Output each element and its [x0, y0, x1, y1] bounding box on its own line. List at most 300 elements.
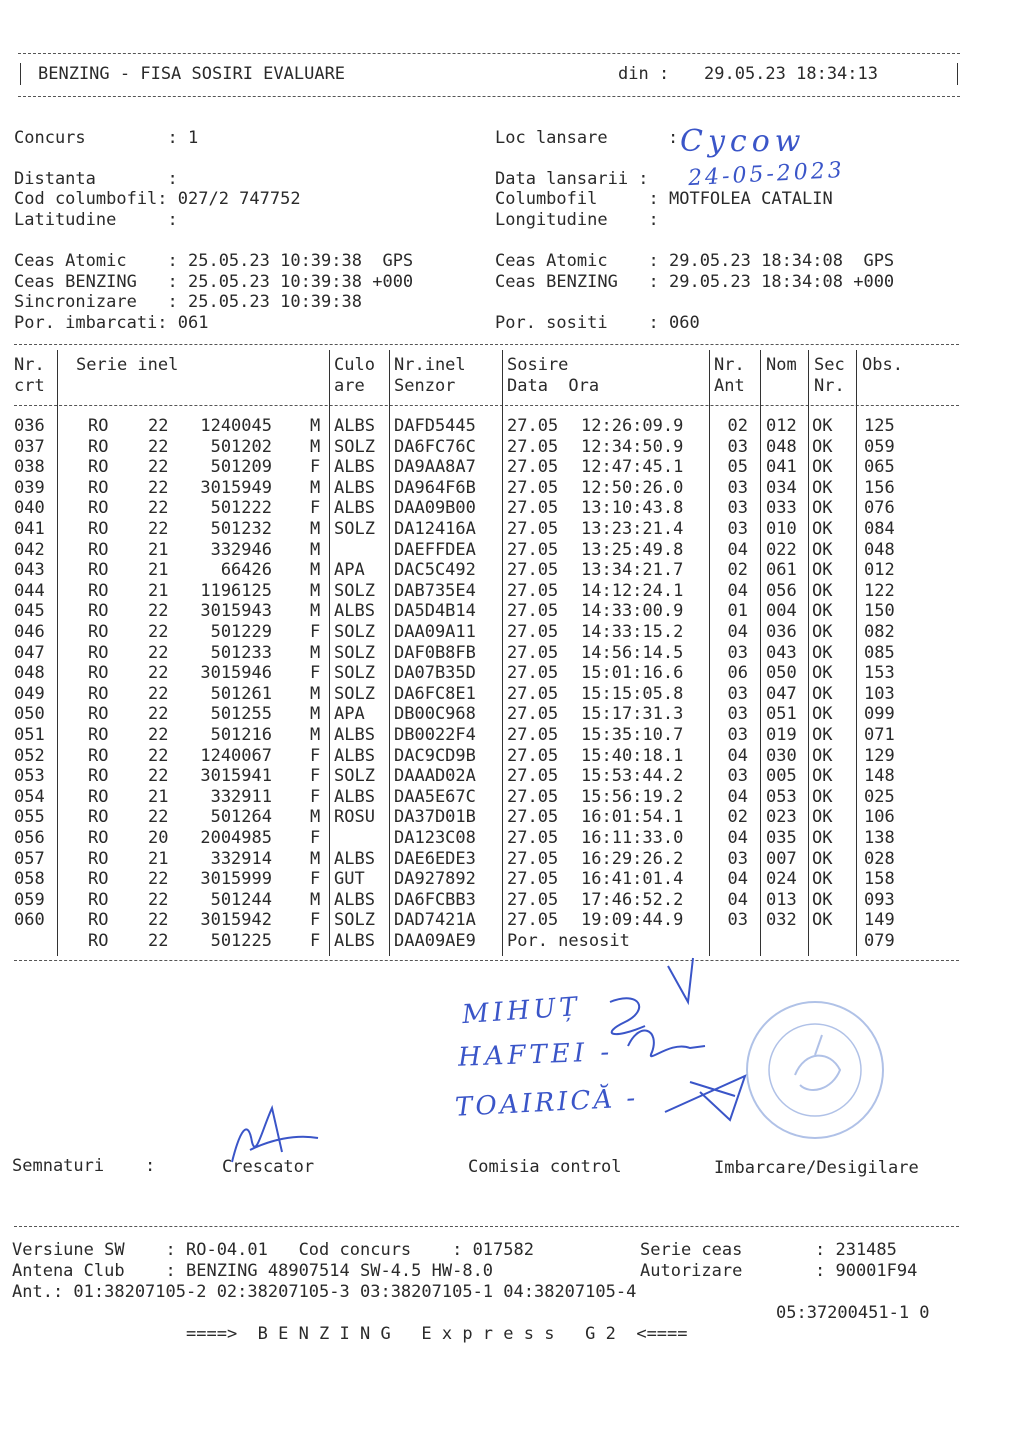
- arrival-time: 15:17:31.3: [581, 704, 684, 725]
- arrival-date: 27.05: [507, 766, 559, 787]
- row-number: 037: [14, 436, 45, 457]
- row-number: 057: [14, 848, 45, 869]
- ring-year: 22: [148, 457, 169, 478]
- antenna-number: 04: [727, 786, 748, 807]
- pigeon-sex: M: [310, 889, 321, 910]
- pigeon-sex: F: [310, 786, 321, 807]
- data-lansarii-label: Data lansarii :: [495, 169, 649, 189]
- pigeon-color: SOLZ: [334, 663, 375, 684]
- ring-country: RO: [88, 477, 109, 498]
- col-header-ant: Ant: [714, 376, 745, 396]
- security-status: OK: [812, 828, 833, 848]
- arrival-date: 27.05: [507, 580, 559, 601]
- comisia-control-label: Comisia control: [468, 1157, 622, 1177]
- arrival-date: 27.05: [507, 807, 559, 828]
- ring-number: 3015941: [200, 766, 272, 787]
- observation: 082: [864, 622, 895, 642]
- sensor-id: DA6FCBB3: [394, 889, 476, 910]
- pigeon-sex: F: [310, 498, 321, 519]
- row-number: 059: [14, 889, 45, 910]
- ring-country: RO: [88, 457, 109, 478]
- nom-number: 041: [766, 457, 797, 478]
- arrival-time: 12:26:09.9: [581, 416, 684, 436]
- ring-number: 1240045: [200, 416, 272, 436]
- ceas-benzing-start: Ceas BENZING : 25.05.23 10:39:38 +000: [14, 272, 414, 292]
- ring-country: RO: [88, 436, 109, 457]
- ring-country: RO: [88, 848, 109, 869]
- ring-year: 22: [148, 477, 169, 498]
- sensor-id: DAC9CD9B: [394, 745, 476, 766]
- arrival-date: 27.05: [507, 519, 559, 539]
- report-datetime: 29.05.23 18:34:13: [704, 64, 878, 84]
- ring-number: 501216: [210, 725, 272, 745]
- ring-year: 21: [148, 580, 169, 601]
- observation: 122: [864, 580, 895, 601]
- ring-year: 21: [148, 539, 169, 560]
- pigeon-color: SOLZ: [334, 766, 375, 787]
- nom-number: 024: [766, 869, 797, 890]
- ring-country: RO: [88, 766, 109, 787]
- ring-number: 501255: [210, 704, 272, 725]
- ring-number: 3015949: [200, 477, 272, 498]
- pigeon-sex: M: [310, 601, 321, 622]
- ring-country: RO: [88, 539, 109, 560]
- antenna-number: 04: [727, 745, 748, 766]
- ring-number: 3015943: [200, 601, 272, 622]
- col-header-senzor: Senzor: [394, 376, 456, 396]
- arrival-date: 27.05: [507, 477, 559, 498]
- security-status: OK: [812, 683, 833, 704]
- pigeon-color: SOLZ: [334, 622, 375, 642]
- loc-lansare-label: Loc lansare: [495, 128, 608, 148]
- observation: 028: [864, 848, 895, 869]
- arrival-time: 13:34:21.7: [581, 560, 684, 581]
- antenna-number: 01: [727, 601, 748, 622]
- autorizare-value: : 90001F94: [815, 1261, 918, 1281]
- pigeon-sex: M: [310, 848, 321, 869]
- row-number: 043: [14, 560, 45, 581]
- sensor-id: DA927892: [394, 869, 476, 890]
- club-stamp: [747, 1002, 883, 1138]
- sensor-id: DAA09AE9: [394, 931, 476, 951]
- arrival-date: 27.05: [507, 745, 559, 766]
- row-number: 048: [14, 663, 45, 684]
- security-status: OK: [812, 601, 833, 622]
- security-status: OK: [812, 725, 833, 745]
- observation: 085: [864, 642, 895, 663]
- loc-lansare-colon: :: [668, 128, 679, 148]
- pigeon-color: GUT: [334, 869, 365, 890]
- ring-year: 21: [148, 848, 169, 869]
- nom-number: 048: [766, 436, 797, 457]
- ring-year: 22: [148, 889, 169, 910]
- nom-number: 005: [766, 766, 797, 787]
- arrival-date: 27.05: [507, 848, 559, 869]
- ring-number: 501222: [210, 498, 272, 519]
- col-header-obs: Obs.: [862, 355, 903, 375]
- security-status: OK: [812, 745, 833, 766]
- arrival-time: 16:11:33.0: [581, 828, 684, 848]
- pigeon-sex: M: [310, 477, 321, 498]
- arrival-date: 27.05: [507, 786, 559, 807]
- pigeon-color: ALBS: [334, 786, 375, 807]
- observation: 071: [864, 725, 895, 745]
- ring-country: RO: [88, 663, 109, 684]
- arrival-time: 16:41:01.4: [581, 869, 684, 890]
- observation: 148: [864, 766, 895, 787]
- observation: 103: [864, 683, 895, 704]
- ring-number: 501202: [210, 436, 272, 457]
- pigeon-color: ALBS: [334, 889, 375, 910]
- arrival-date: 27.05: [507, 601, 559, 622]
- nom-number: 035: [766, 828, 797, 848]
- arrival-date: 27.05: [507, 416, 559, 436]
- col-header-sosire: Sosire: [507, 355, 569, 375]
- nom-number: 043: [766, 642, 797, 663]
- pigeon-color: ALBS: [334, 725, 375, 745]
- arrival-date: 27.05: [507, 683, 559, 704]
- ceas-atomic-end: Ceas Atomic : 29.05.23 18:34:08 GPS: [495, 251, 895, 271]
- antenna-number: 02: [727, 560, 748, 581]
- header-left-border: [20, 63, 21, 85]
- sensor-id: DA37D01B: [394, 807, 476, 828]
- arrival-date: 27.05: [507, 642, 559, 663]
- handwritten-name-1: MIHUȚ: [461, 991, 582, 1031]
- sensor-id: DAD7421A: [394, 910, 476, 931]
- pigeon-sex: M: [310, 580, 321, 601]
- ring-country: RO: [88, 601, 109, 622]
- handwritten-name-2: HAFTEI -: [457, 1037, 614, 1073]
- sensor-id: DA12416A: [394, 519, 476, 539]
- security-status: OK: [812, 477, 833, 498]
- antenna-number: 04: [727, 889, 748, 910]
- arrival-time: 14:56:14.5: [581, 642, 684, 663]
- col-header-nr-inel: Nr.inel: [394, 355, 466, 375]
- col-header-are: are: [334, 376, 365, 396]
- arrival-time: 16:29:26.2: [581, 848, 684, 869]
- arrival-time: 15:35:10.7: [581, 725, 684, 745]
- header-bottom-rule: [18, 96, 960, 97]
- observation: 099: [864, 704, 895, 725]
- ring-year: 22: [148, 766, 169, 787]
- antenna-number: 04: [727, 828, 748, 848]
- row-number: 047: [14, 642, 45, 663]
- security-status: OK: [812, 416, 833, 436]
- arrival-time: 15:56:19.2: [581, 786, 684, 807]
- ring-country: RO: [88, 622, 109, 642]
- sincronizare-field: Sincronizare : 25.05.23 10:39:38: [14, 292, 362, 312]
- observation: 138: [864, 828, 895, 848]
- arrival-date: 27.05: [507, 539, 559, 560]
- observation: 059: [864, 436, 895, 457]
- ring-number: 501209: [210, 457, 272, 478]
- sositi-field: Por. sositi : 060: [495, 313, 700, 333]
- arrival-date: 27.05: [507, 663, 559, 684]
- ring-year: 22: [148, 416, 169, 436]
- sensor-id: DA964F6B: [394, 477, 476, 498]
- antenna-number: 03: [727, 725, 748, 745]
- arrival-date: 27.05: [507, 560, 559, 581]
- observation: 065: [864, 457, 895, 478]
- pigeon-color: ALBS: [334, 601, 375, 622]
- pigeon-color: SOLZ: [334, 683, 375, 704]
- arrival-time: 12:50:26.0: [581, 477, 684, 498]
- row-number: 058: [14, 869, 45, 890]
- arrival-date: 27.05: [507, 828, 559, 848]
- ring-number: 501261: [210, 683, 272, 704]
- col-header-serie-inel: Serie inel: [76, 355, 179, 375]
- pigeon-color: APA: [334, 704, 365, 725]
- ring-country: RO: [88, 745, 109, 766]
- antenna-number: 03: [727, 642, 748, 663]
- nom-number: 010: [766, 519, 797, 539]
- arrival-time: 15:40:18.1: [581, 745, 684, 766]
- row-number: 044: [14, 580, 45, 601]
- arrival-time: 16:01:54.1: [581, 807, 684, 828]
- security-status: OK: [812, 580, 833, 601]
- nom-number: 030: [766, 745, 797, 766]
- ring-year: 22: [148, 704, 169, 725]
- pigeon-sex: M: [310, 519, 321, 539]
- arrival-date: 27.05: [507, 889, 559, 910]
- pigeon-color: ALBS: [334, 457, 375, 478]
- ring-year: 22: [148, 622, 169, 642]
- pigeon-sex: F: [310, 457, 321, 478]
- ring-number: 3015942: [200, 910, 272, 931]
- nom-number: 012: [766, 416, 797, 436]
- col-header-nom: Nom: [766, 355, 797, 375]
- col-sep-4: [502, 350, 503, 956]
- signature-mihut: [610, 958, 693, 1034]
- row-number: 054: [14, 786, 45, 807]
- latitudine-field: Latitudine :: [14, 210, 178, 230]
- ring-year: 22: [148, 683, 169, 704]
- nom-number: 019: [766, 725, 797, 745]
- din-label: din :: [618, 64, 670, 84]
- row-number: 040: [14, 498, 45, 519]
- sensor-id: DA6FC8E1: [394, 683, 476, 704]
- arrival-date: 27.05: [507, 457, 559, 478]
- row-number: 045: [14, 601, 45, 622]
- col-sep-3: [389, 350, 390, 956]
- pigeon-sex: F: [310, 766, 321, 787]
- pigeon-color: ALBS: [334, 477, 375, 498]
- nom-number: 034: [766, 477, 797, 498]
- security-status: OK: [812, 869, 833, 890]
- pigeon-color: ALBS: [334, 848, 375, 869]
- pigeon-sex: F: [310, 910, 321, 931]
- security-status: OK: [812, 807, 833, 828]
- arrival-time: 15:01:16.6: [581, 663, 684, 684]
- nom-number: 032: [766, 910, 797, 931]
- security-status: OK: [812, 663, 833, 684]
- pigeon-sex: M: [310, 725, 321, 745]
- observation: 149: [864, 910, 895, 931]
- security-status: OK: [812, 539, 833, 560]
- sensor-id: DB0022F4: [394, 725, 476, 745]
- arrival-time: 14:33:15.2: [581, 622, 684, 642]
- observation: 106: [864, 807, 895, 828]
- security-status: OK: [812, 519, 833, 539]
- pigeon-color: SOLZ: [334, 642, 375, 663]
- pigeon-color: ALBS: [334, 931, 375, 951]
- col-header-nr-ant: Nr.: [714, 355, 745, 375]
- ring-number: 501232: [210, 519, 272, 539]
- nom-number: 036: [766, 622, 797, 642]
- concurs-field: Concurs : 1: [14, 128, 199, 148]
- pigeon-color: SOLZ: [334, 436, 375, 457]
- ring-country: RO: [88, 704, 109, 725]
- sensor-id: DAFD5445: [394, 416, 476, 436]
- row-number: 050: [14, 704, 45, 725]
- handwritten-name-3: TOAIRICĂ -: [454, 1083, 639, 1123]
- ring-country: RO: [88, 786, 109, 807]
- antenna-number: 04: [727, 539, 748, 560]
- semnaturi-label: Semnaturi :: [12, 1156, 156, 1176]
- arrival-time: 14:33:00.9: [581, 601, 684, 622]
- col-header-sec: Sec: [814, 355, 845, 375]
- serie-ceas-value: : 231485: [815, 1240, 897, 1260]
- ring-country: RO: [88, 498, 109, 519]
- nom-number: 050: [766, 663, 797, 684]
- nom-number: 047: [766, 683, 797, 704]
- antenna-number: 03: [727, 519, 748, 539]
- versiune-sw-line: Versiune SW : RO-04.01 Cod concurs : 017582: [12, 1240, 534, 1260]
- observation: 093: [864, 889, 895, 910]
- ring-country: RO: [88, 642, 109, 663]
- nom-number: 053: [766, 786, 797, 807]
- header-right-border: [957, 63, 958, 85]
- ring-year: 22: [148, 519, 169, 539]
- antenna-number: 02: [727, 807, 748, 828]
- arrival-date: 27.05: [507, 869, 559, 890]
- ring-country: RO: [88, 807, 109, 828]
- arrival-time: 17:46:52.2: [581, 889, 684, 910]
- ring-number: 66426: [220, 560, 272, 581]
- pigeon-sex: M: [310, 807, 321, 828]
- ring-country: RO: [88, 560, 109, 581]
- ring-number: 501225: [210, 931, 272, 951]
- ring-number: 332911: [210, 786, 272, 807]
- arrival-time: 14:12:24.1: [581, 580, 684, 601]
- pigeon-color: APA: [334, 560, 365, 581]
- col-sep-6: [760, 350, 761, 956]
- ring-year: 22: [148, 745, 169, 766]
- ring-country: RO: [88, 725, 109, 745]
- loc-lansare-handwritten: Cycow: [680, 124, 806, 159]
- antenna-list-line-2: 05:37200451-1 0: [776, 1303, 930, 1323]
- benzing-express-banner: ====> B E N Z I N G E x p r e s s G 2 <====: [186, 1324, 688, 1344]
- pigeon-sex: M: [310, 704, 321, 725]
- observation: 079: [864, 931, 895, 951]
- arrival-time: 19:09:44.9: [581, 910, 684, 931]
- security-status: OK: [812, 848, 833, 869]
- antenna-number: 05: [727, 457, 748, 478]
- antenna-number: 02: [727, 416, 748, 436]
- nom-number: 051: [766, 704, 797, 725]
- ring-number: 1196125: [200, 580, 272, 601]
- arrival-date: 27.05: [507, 622, 559, 642]
- nom-number: 056: [766, 580, 797, 601]
- antenna-number: 03: [727, 498, 748, 519]
- signature-crescator: [232, 1108, 318, 1162]
- sensor-id: DAA5E67C: [394, 786, 476, 807]
- pigeon-sex: F: [310, 622, 321, 642]
- ring-number: 501233: [210, 642, 272, 663]
- ring-year: 20: [148, 828, 169, 848]
- antenna-number: 04: [727, 580, 748, 601]
- ring-year: 22: [148, 663, 169, 684]
- row-number: 060: [14, 910, 45, 931]
- antenna-number: 03: [727, 910, 748, 931]
- security-status: OK: [812, 498, 833, 519]
- row-number: 041: [14, 519, 45, 539]
- ceas-atomic-start: Ceas Atomic : 25.05.23 10:39:38 GPS: [14, 251, 414, 271]
- col-sep-1: [57, 350, 58, 956]
- cod-columbofil-field: Cod columbofil: 027/2 747752: [14, 189, 301, 209]
- observation: 158: [864, 869, 895, 890]
- longitudine-field: Longitudine :: [495, 210, 659, 230]
- table-bottom-rule: [14, 960, 959, 961]
- security-status: OK: [812, 786, 833, 807]
- ring-number: 3015999: [200, 869, 272, 890]
- imbarcati-field: Por. imbarcati: 061: [14, 313, 209, 333]
- row-number: 046: [14, 622, 45, 642]
- observation: 153: [864, 663, 895, 684]
- arrival-time: 13:23:21.4: [581, 519, 684, 539]
- ring-year: 21: [148, 560, 169, 581]
- distanta-field: Distanta :: [14, 169, 178, 189]
- ring-year: 22: [148, 725, 169, 745]
- row-number: 049: [14, 683, 45, 704]
- pigeon-sex: F: [310, 745, 321, 766]
- security-status: OK: [812, 622, 833, 642]
- signature-haftei: [628, 1031, 705, 1057]
- observation: 129: [864, 745, 895, 766]
- arrival-time: 13:25:49.8: [581, 539, 684, 560]
- sensor-id: DA6FC76C: [394, 436, 476, 457]
- antenna-number: 06: [727, 663, 748, 684]
- table-header-rule: [14, 405, 959, 406]
- arrival-date: Por. nesosit: [507, 931, 630, 951]
- ring-country: RO: [88, 416, 109, 436]
- sensor-id: DAAAD02A: [394, 766, 476, 787]
- col-header-data-ora: Data Ora: [507, 376, 600, 396]
- observation: 084: [864, 519, 895, 539]
- ring-year: 22: [148, 869, 169, 890]
- sensor-id: DB00C968: [394, 704, 476, 725]
- antenna-number: 03: [727, 683, 748, 704]
- pigeon-color: ROSU: [334, 807, 375, 828]
- pigeon-sex: M: [310, 560, 321, 581]
- antena-club-line: Antena Club : BENZING 48907514 SW-4.5 HW-8.0: [12, 1261, 494, 1281]
- columbofil-field: Columbofil : MOTFOLEA CATALIN: [495, 189, 833, 209]
- nom-number: 033: [766, 498, 797, 519]
- arrival-date: 27.05: [507, 436, 559, 457]
- observation: 025: [864, 786, 895, 807]
- ring-number: 3015946: [200, 663, 272, 684]
- pigeon-color: SOLZ: [334, 910, 375, 931]
- arrival-time: 12:34:50.9: [581, 436, 684, 457]
- pigeon-sex: F: [310, 931, 321, 951]
- security-status: OK: [812, 910, 833, 931]
- observation: 012: [864, 560, 895, 581]
- ring-number: 501244: [210, 889, 272, 910]
- ring-number: 501229: [210, 622, 272, 642]
- header-top-rule: [18, 53, 960, 54]
- col-header-culo: Culo: [334, 355, 375, 375]
- col-sep-8: [856, 350, 857, 956]
